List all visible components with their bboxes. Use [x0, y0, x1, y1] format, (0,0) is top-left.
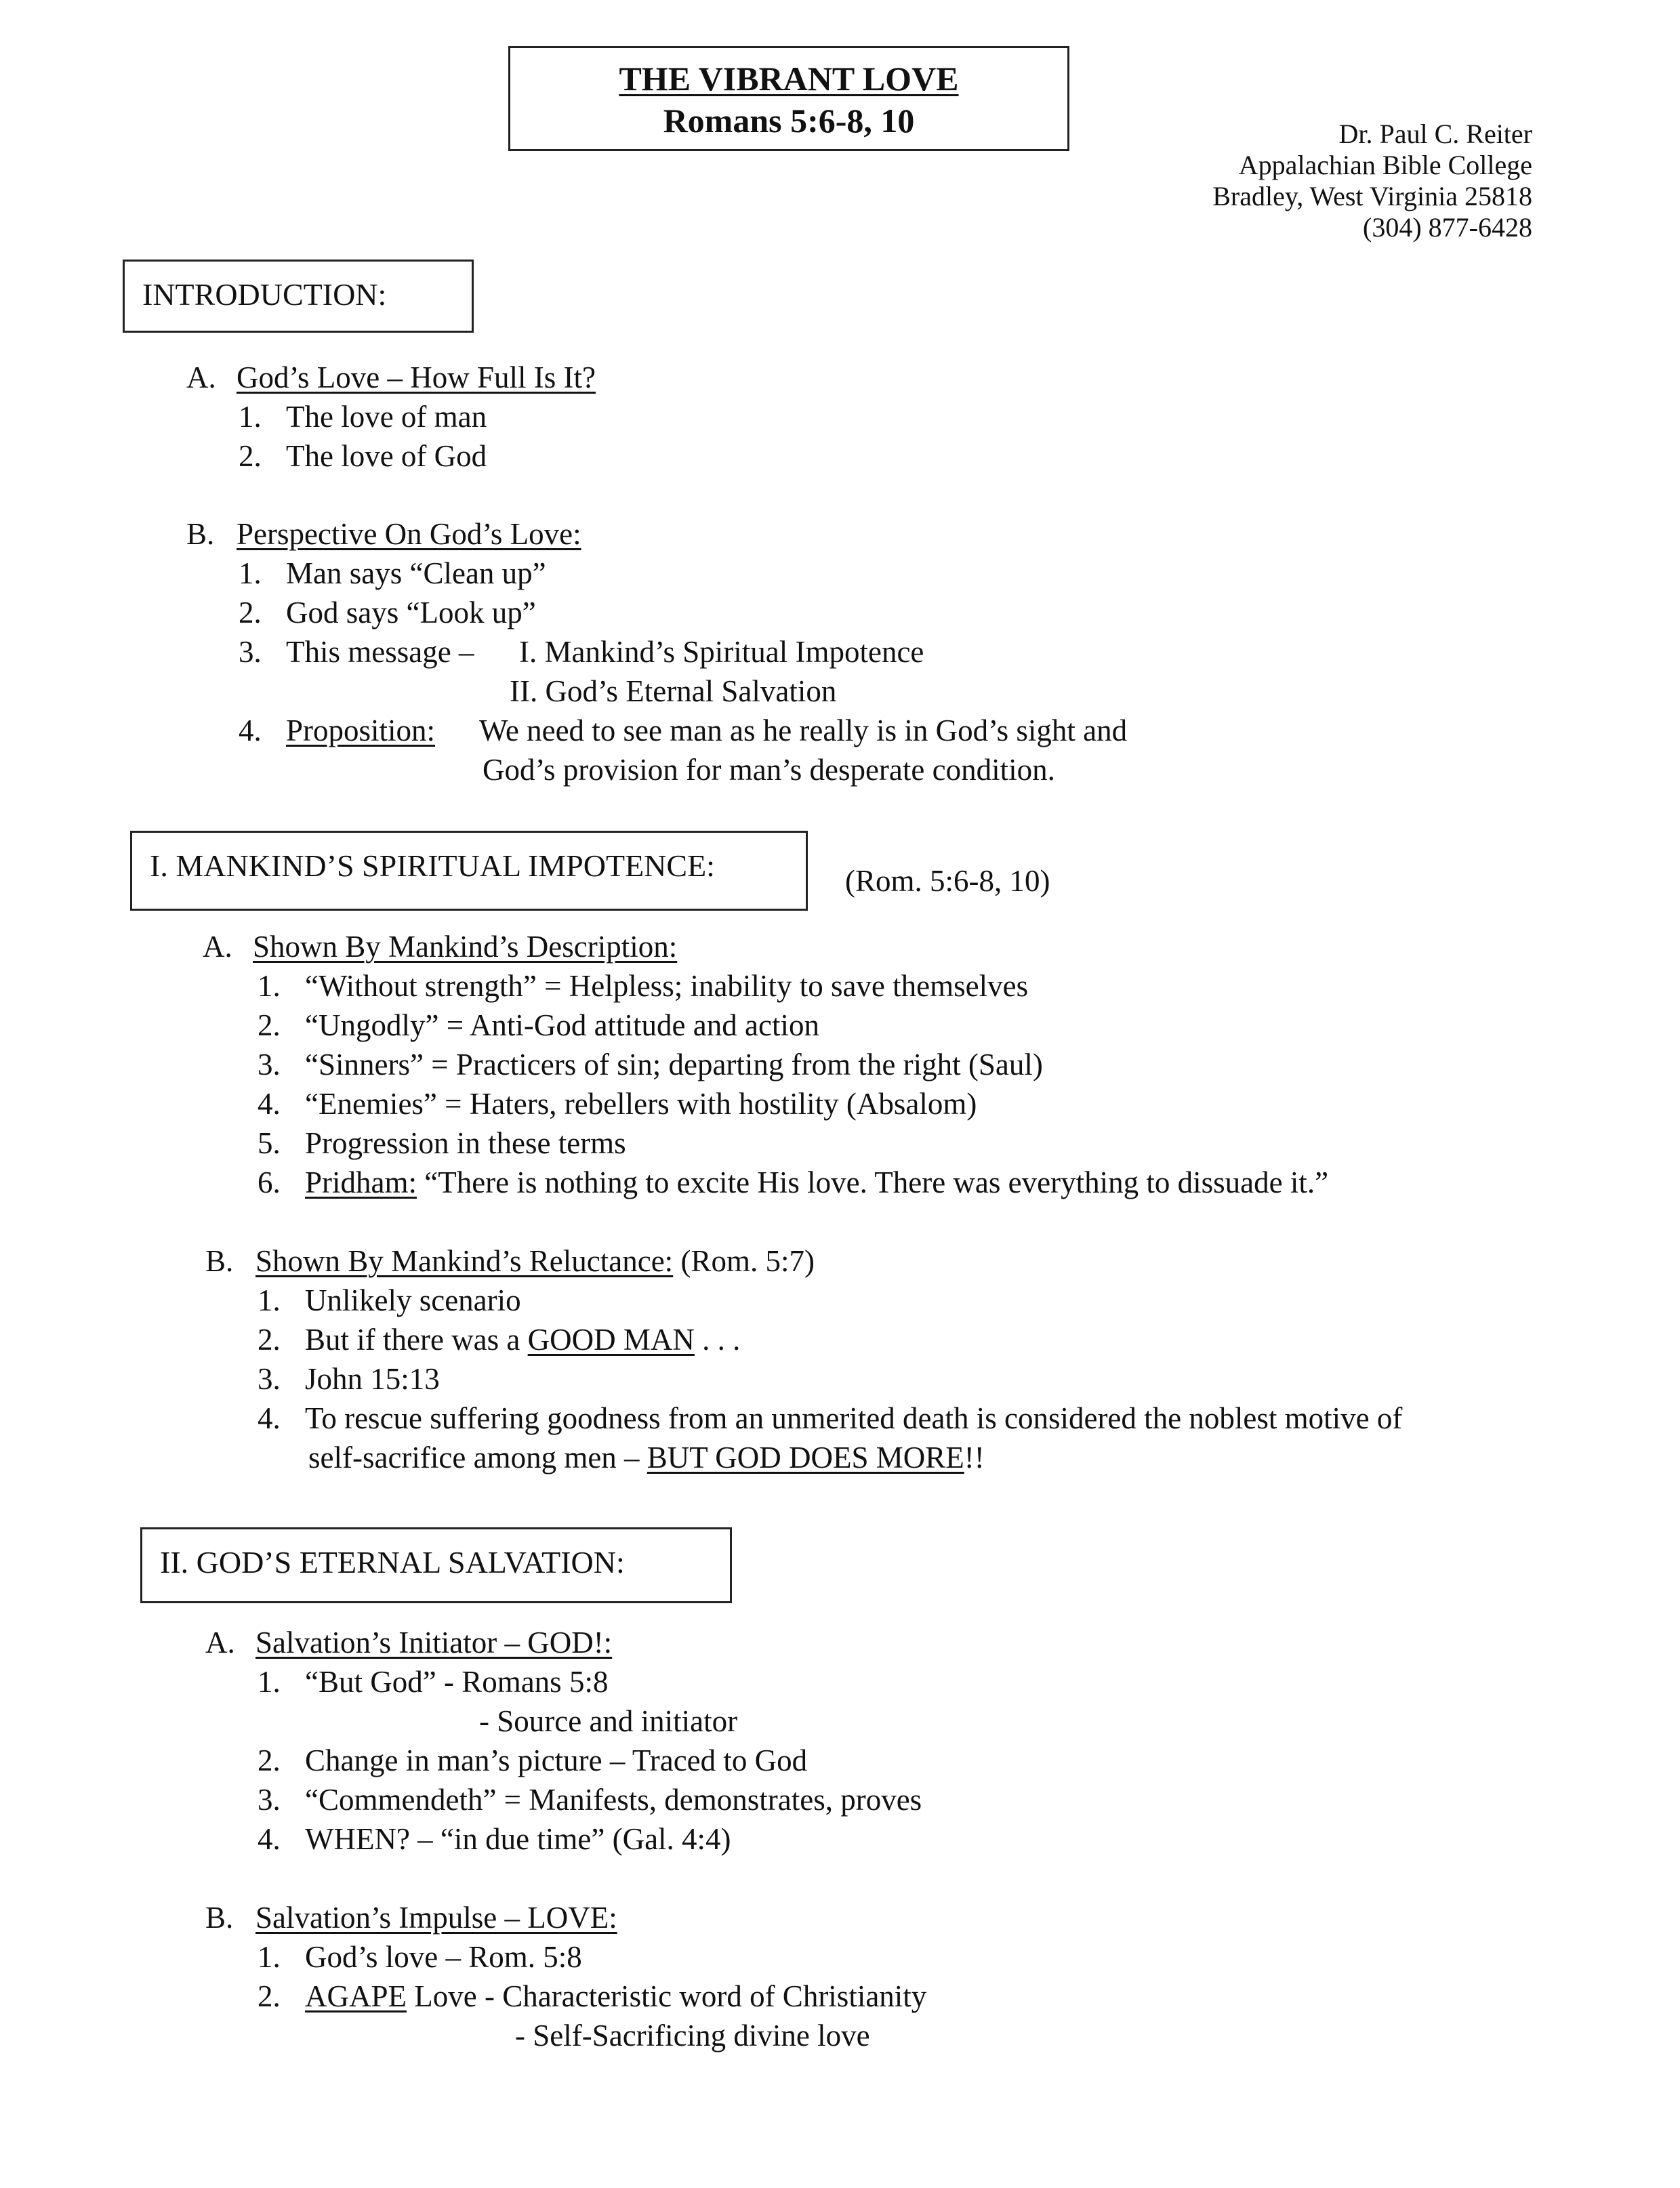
location: Bradley, West Virginia 25818: [1212, 181, 1532, 211]
section-2-b-heading: [205, 1898, 617, 1937]
outline-letter: A.: [186, 360, 216, 394]
intro-b-item-3: 3. This message –: [239, 635, 474, 669]
section-2-a-title: Salvation’s Initiator – GOD!:: [255, 1626, 613, 1659]
outline-letter: A.: [205, 1626, 235, 1659]
section-2-b-item-2: 2. AGAPE Love - Characteristic word of Christianity: [258, 1979, 927, 2013]
outline-letter: B.: [205, 1244, 234, 1278]
outline-letter: B.: [186, 517, 215, 551]
section-1-a-item-1: 1. “Without strength” = Helpless; inability to save themselves: [258, 969, 1029, 1003]
intro-b-item-2: 2. God says “Look up”: [239, 596, 536, 629]
intro-b-item-3-part-i: I. Mankind’s Spiritual Impotence: [519, 635, 924, 669]
section-1-b-item-1: 1. Unlikely scenario: [258, 1283, 521, 1317]
section-1-a-heading: [203, 927, 677, 966]
section-1-b-item-4-line-2: self-sacrifice among men – BUT GOD DOES MORE!!: [308, 1441, 985, 1474]
section-2-a-item-3: 3. “Commendeth” = Manifests, demonstrates, proves: [258, 1783, 922, 1817]
good-man: GOOD MAN: [527, 1323, 695, 1357]
section-1-b-item-2: 2. But if there was a GOOD MAN . . .: [258, 1323, 741, 1357]
section-1-a-item-6: 6. Pridham: “There is nothing to excite His love. There was everything to dissuade it.”: [258, 1165, 1329, 1199]
section-1-reference: (Rom. 5:6-8, 10): [845, 864, 1050, 898]
section-2-b-item-2-line-2: - Self-Sacrificing divine love: [515, 2019, 870, 2052]
section-1-a-item-5: 5. Progression in these terms: [258, 1126, 626, 1160]
page-title: THE VIBRANT LOVE: [619, 60, 959, 98]
intro-b-heading: [186, 514, 581, 554]
section-1-a-item-2: 2. “Ungodly” = Anti-God attitude and action: [258, 1008, 819, 1042]
section-1-b-heading: [205, 1241, 815, 1281]
intro-b-item-1: 1. Man says “Clean up”: [239, 556, 546, 590]
outline-letter: A.: [203, 930, 232, 964]
section-2-heading-box: [140, 1527, 732, 1603]
section-2-a-item-1-line-2: - Source and initiator: [479, 1704, 738, 1738]
intro-a-item-1: 1. The love of man: [239, 400, 487, 434]
section-2-a-item-4: 4. WHEN? – “in due time” (Gal. 4:4): [258, 1822, 731, 1856]
section-1-b-item-3: 3. John 15:13: [258, 1362, 440, 1396]
section-1-a-title: Shown By Mankind’s Description:: [253, 930, 678, 964]
section-1-heading: I. MANKIND’S SPIRITUAL IMPOTENCE:: [150, 848, 715, 883]
pridham-quote: “There is nothing to excite His love. There was everything to dissuade it.”: [424, 1165, 1329, 1199]
section-1-b-reference: (Rom. 5:7): [680, 1244, 815, 1278]
agape: AGAPE: [305, 1979, 407, 2013]
section-1-a-item-4: 4. “Enemies” = Haters, rebellers with hostility (Absalom): [258, 1087, 977, 1121]
section-1-b-item-4: 4. To rescue suffering goodness from an unmerited death is considered the noblest motive of: [258, 1401, 1403, 1435]
proposition-label: Proposition:: [286, 714, 436, 747]
proposition-line-2: God’s provision for man’s desperate condition.: [483, 753, 1055, 787]
pridham-label: Pridham:: [305, 1165, 417, 1199]
intro-b-title: Perspective On God’s Love:: [237, 517, 581, 551]
but-god-does-more: BUT GOD DOES MORE: [647, 1441, 964, 1474]
outline-letter: B.: [205, 1901, 234, 1935]
section-1-a-item-3: 3. “Sinners” = Practicers of sin; departing from the right (Saul): [258, 1048, 1043, 1081]
section-2-a-item-1: 1. “But God” - Romans 5:8: [258, 1665, 609, 1699]
intro-b-item-3-part-ii: II. God’s Eternal Salvation: [510, 674, 837, 708]
intro-a-item-2: 2. The love of God: [239, 439, 487, 473]
section-2-a-item-2: 2. Change in man’s picture – Traced to God: [258, 1743, 808, 1777]
title-box: [508, 46, 1069, 151]
institution: Appalachian Bible College: [1238, 150, 1532, 180]
introduction-heading-box: [123, 260, 474, 333]
intro-b-item-4: 4. Proposition:: [239, 714, 436, 747]
section-2-b-title: Salvation’s Impulse – LOVE:: [255, 1901, 617, 1935]
contact-block: [1212, 119, 1532, 243]
section-1-heading-box: [130, 831, 808, 911]
section-1-b-title: Shown By Mankind’s Reluctance:: [255, 1244, 674, 1278]
author-name: Dr. Paul C. Reiter: [1338, 119, 1532, 149]
section-2-b-item-1: 1. God’s love – Rom. 5:8: [258, 1940, 582, 1974]
page-subtitle: Romans 5:6-8, 10: [663, 102, 915, 140]
intro-a-heading: [186, 358, 596, 397]
proposition-line-1: We need to see man as he really is in God’s sight and: [479, 714, 1128, 747]
phone: (304) 877-6428: [1363, 212, 1532, 243]
section-2-heading: II. GOD’S ETERNAL SALVATION:: [160, 1545, 625, 1580]
section-2-a-heading: [205, 1623, 612, 1662]
intro-a-title: God’s Love – How Full Is It?: [237, 360, 596, 394]
introduction-heading: INTRODUCTION:: [142, 277, 387, 312]
